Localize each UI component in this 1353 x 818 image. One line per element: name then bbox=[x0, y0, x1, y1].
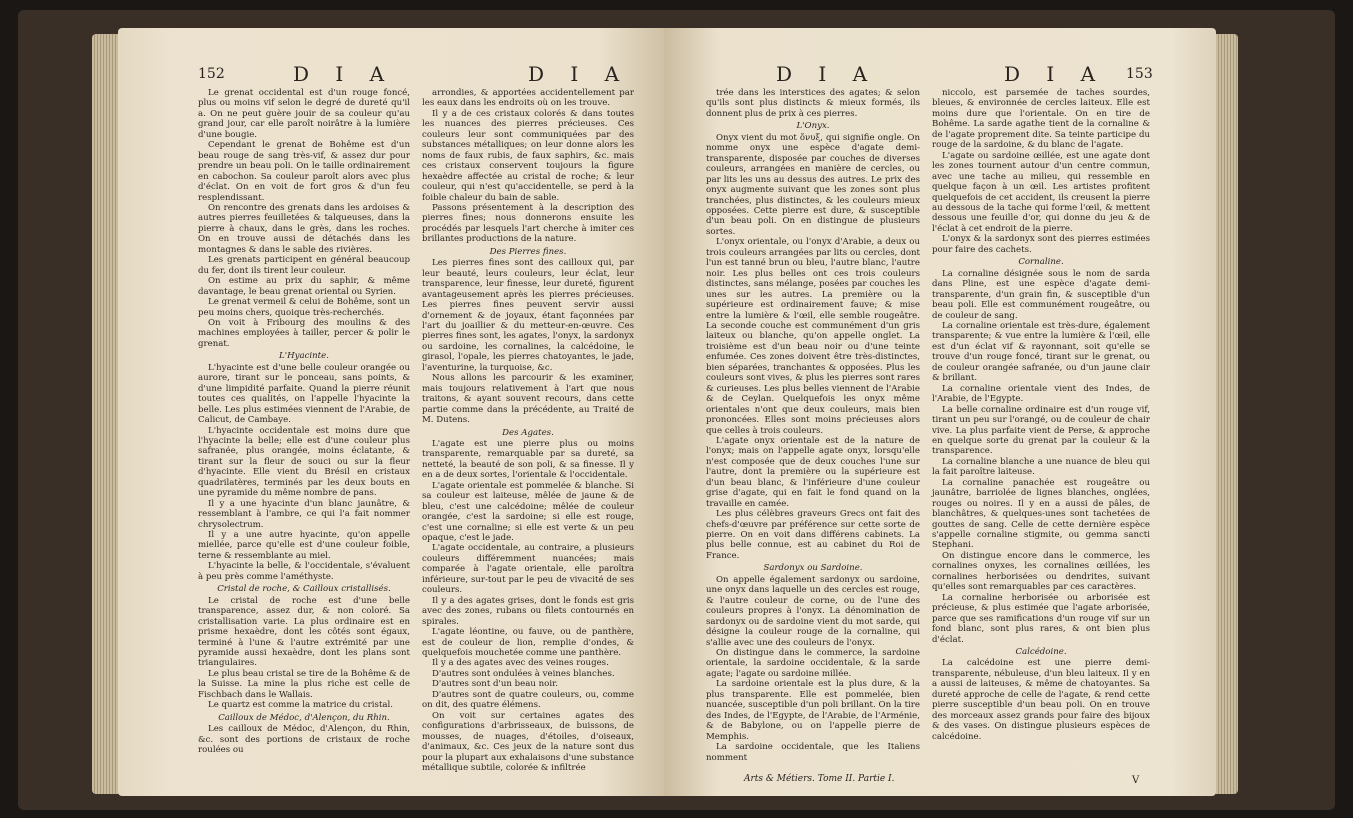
section-heading: Cornaline. bbox=[1018, 257, 1064, 268]
paragraph: Les grenats participent en général beaucoup du fer, dont ils tirent leur couleur. bbox=[198, 255, 410, 276]
paragraph: La sardoine occidentale, que les Italiens nomment bbox=[706, 742, 920, 763]
left-running-head: D I A bbox=[293, 62, 395, 86]
right-column-2 bbox=[932, 88, 1150, 766]
right-page-header bbox=[664, 62, 1216, 88]
paragraph: Il y a de ces cristaux colorés & dans toutes les nuances des pierres précieuses. Ces couleurs leur sont communiquées par des substances métalliques; on leur donne alors les noms de faux rubis, de faux saphirs, &c. mais ces cristaux conservent toujours la figure hexaèdre affectée au cristal de roche; & leur couleur, qui n'est qu'accidentelle, se perd à la foible chaleur du bain de sable. bbox=[422, 108, 634, 203]
paragraph: Les pierres fines sont des cailloux qui, par leur beauté, leurs couleurs, leur éclat, leur transparence, leur finesse, leur dureté, figurent avantageusement après les pierres précieuses. Les pierres fines peuvent servir aussi d'ornement & de joyaux, étant façonnées par l'art du joaillier & du metteur-en-œuvre. Ces pierres fines sont, les agates, l'onyx, la sardonyx ou sardoine, les cornalines, la calcédoine, le girasol, l'opale, les pierres chatoyantes, le jade, l'aventurine, la turquoise, &c. bbox=[422, 258, 634, 373]
paragraph: Le grenat vermeil & celui de Bohême, sont un peu moins chers, quoique très-recherchés. bbox=[198, 297, 410, 318]
paragraph: La cornaline panachée est rougeâtre ou jaunâtre, barriolée de lignes blanches, onglées, rouges ou noires. Il y en a aussi de pâles, de blanchâtres, & quelques-unes sont tachetées de gouttes de sang. Celle de cette dernière espèce s'appelle cornaline stigmite, ou gemma sancti Stephani. bbox=[932, 477, 1150, 551]
paragraph: L'agate léontine, ou fauve, ou de panthère, est de couleur de lion, remplie d'ondes, & quelquefois mouchetée comme une panthère. bbox=[422, 627, 634, 659]
paragraph: D'autres sont ondulées à veines blanches. bbox=[432, 668, 615, 679]
paragraph: Passons présentement à la description des pierres fines; nous donnerons ensuite les procédés par lesquels l'art cherche à imiter ces brillantes productions de la nature. bbox=[422, 202, 634, 245]
section-heading: Cristal de roche, & Cailloux cristallisés. bbox=[217, 584, 391, 595]
paragraph: Le cristal de roche est d'une belle transparence, assez dur, & non coloré. Sa cristallisation varie. La plus ordinaire est en prisme hexaèdre, dont les côtés sont égaux, terminé à l'une & l'autre extrémité par une pyramide aussi hexaèdre, dont les plans sont triangulaires. bbox=[198, 595, 410, 669]
signature-mark: V bbox=[1132, 775, 1140, 786]
paragraph: On appelle également sardonyx ou sardoine, une onyx dans laquelle un des cercles est rouge, & l'autre couleur de corne, ou de l'une des couleurs propres à l'onyx. La dénomination de sardonyx ou de sardoine vient du mot sarde, qui désigne la couleur rouge de la cornaline, qui s'allie avec une des couleurs de l'onyx. bbox=[706, 574, 920, 648]
section-heading: L'Onyx. bbox=[796, 121, 830, 132]
paragraph: Cependant le grenat de Bohême est d'un beau rouge de sang très-vif, & assez dur pour prendre un beau poli. On le taille ordinairement en cabochon. Sa couleur paroît alors avec plus d'éclat. On en voit de fort gros & d'un feu resplendissant. bbox=[198, 140, 410, 203]
paragraph: L'agate est une pierre plus ou moins transparente, remarquable par sa dureté, sa netteté, la beauté de son poli, & sa finesse. Il y en a de deux sortes, l'orientale & l'occidentale. bbox=[422, 438, 634, 481]
paragraph: Il y a une hyacinte d'un blanc jaunâtre, & ressemblant à l'ambre, ce qui l'a fait nommer chrysolectrum. bbox=[198, 498, 410, 530]
paragraph: L'agate occidentale, au contraire, a plusieurs couleurs différemment nuancées; mais comparée à l'agate orientale, elle paroîtra inférieure, sur-tout par le peu de vivacité de ses couleurs. bbox=[422, 543, 634, 596]
paragraph: L'hyacinte occidentale est moins dure que l'hyacinte la belle; elle est d'une couleur plus safranée, plus orangée, moins éclatante, & tirant sur la fleur de souci ou sur la fleur d'hyacinte. Elle vient du Brésil en cristaux quadrilatères, terminés par les deux bouts en une pyramide du même nombre de pans. bbox=[198, 425, 410, 499]
section-heading: Calcédoine. bbox=[1015, 647, 1067, 658]
paragraph: L'onyx orientale, ou l'onyx d'Arabie, a deux ou trois couleurs arrangées par lits ou cercles, dont l'un est tanné brun ou bleu, l'autre blanc, l'autre noir. Les plus belles ont ces trois couleurs distinctes, sans mélange, posées par couches les unes sur les autres. La première ou la supérieure est ordinairement fauve; & mise entre la lumière & l'œil, elle semble rougeâtre. La seconde couche est communément d'un gris laiteux ou blanche, qu'on appelle onglet. La troisième est d'un beau noir ou d'une teinte enfumée. Ces zones doivent être très-distinctes, bien séparées, tranchantes & opposées. Plus les couleurs sont vives, & plus les pierres sont rares & curieuses. Les plus belles viennent de l'Arabie & de Ceylan. Quelquefois les onyx même orientales n'ont que deux couleurs, mais bien prononcées. Elles sont moins précieuses alors que celles à trois couleurs. bbox=[706, 237, 920, 436]
paragraph: Les plus célèbres graveurs Grecs ont fait des chefs-d'œuvre par préférence sur cette sorte de pierre. On en voit dans différens cabinets. La plus belle connue, est au cabinet du Roi de France. bbox=[706, 509, 920, 561]
left-column-1 bbox=[198, 88, 410, 766]
paragraph: Il y a une autre hyacinte, qu'on appelle miellée, parce qu'elle est d'une couleur foible, terne & ressemblante au miel. bbox=[198, 530, 410, 561]
paragraph: L'hyacinte la belle, & l'occidentale, s'évaluent à peu près comme l'améthyste. bbox=[198, 561, 410, 582]
paragraph: Le quartz est comme la matrice du cristal. bbox=[208, 700, 394, 711]
paragraph: On rencontre des grenats dans les ardoises & autres pierres feuilletées & talqueuses, dans la pierre à chaux, dans le grès, dans les roches. On en trouve aussi de détachés dans les montagnes & dans le sable des rivières. bbox=[198, 202, 410, 255]
paragraph: On voit sur certaines agates des configurations d'arbrisseaux, de buissons, de mousses, de nuages, d'étoiles, d'oiseaux, d'animaux, &c. Ces jeux de la nature sont dus pour la plupart aux exhalaisons d'une substance métallique subtile, colorée & infiltrée bbox=[422, 710, 634, 773]
paragraph: trée dans les interstices des agates; & selon qu'ils sont plus distincts & mieux formés, ils donnent plus de prix à ces pierres. bbox=[706, 88, 920, 119]
paragraph: Il y a des agates grises, dont le fonds est gris avec des zones, rubans ou filets contournés en spirales. bbox=[422, 595, 634, 627]
paragraph: L'agate orientale est pommelée & blanche. Si sa couleur est laiteuse, mêlée de jaune & de bleu, c'est une calcédoine; mêlée de couleur orangée, c'est la sardoine; si elle est rouge, c'est une cornaline; si elle est verte & un peu opaque, c'est le jade. bbox=[422, 480, 634, 544]
left-column-2 bbox=[422, 88, 634, 773]
left-page-header bbox=[118, 62, 664, 88]
section-heading: Cailloux de Médoc, d'Alençon, du Rhin. bbox=[218, 712, 390, 723]
paragraph: La cornaline blanche a une nuance de bleu qui la fait paroître laiteuse. bbox=[932, 456, 1150, 478]
paragraph: On distingue encore dans le commerce, les cornalines onyxes, les cornalines œillées, les cornalines herborisées ou dendrites, suivant qu'elles sont remarquables par ces caractères. bbox=[932, 550, 1150, 593]
paragraph: D'autres sont de quatre couleurs, ou, comme on dit, des quatre élémens. bbox=[422, 689, 634, 711]
left-page bbox=[118, 28, 664, 796]
paragraph: On voit à Fribourg des moulins & des machines employées à tailler, percer & polir le grenat. bbox=[198, 317, 410, 349]
paragraph: arrondies, & apportées accidentellement par les eaux dans les endroits où on les trouve. bbox=[422, 88, 634, 109]
paragraph: Il y a des agates avec des veines rouges. bbox=[432, 658, 609, 669]
right-running-head: D I A bbox=[776, 62, 878, 86]
section-heading: Des Pierres fines. bbox=[489, 246, 567, 257]
paragraph: Nous allons les parcourir & les examiner, mais toujours relativement à l'art que nous traitons, & ayant souvent recours, dans cette partie comme dans la précédente, au Traité de M. Dutens. bbox=[422, 373, 634, 426]
paragraph: La cornaline herborisée ou arborisée est précieuse, & plus estimée que l'agate arborisée, parce que ses ramifications d'un rouge vif sur un fond blanc, sont plus rares, & ont bien plus d'éclat. bbox=[932, 592, 1150, 645]
paragraph: La cornaline orientale est très-dure, également transparente; & vue entre la lumière & l'œil, elle est d'un éclat vif & rayonnant, soit qu'elle se trouve d'un rouge foncé, tirant sur le grenat, ou de couleur orangée safranée, ou d'un jaune clair & brillant. bbox=[932, 320, 1150, 384]
right-running-head-2: D I A bbox=[1004, 62, 1106, 86]
page-footer: Arts & Métiers. Tome II. Partie I. bbox=[744, 774, 895, 784]
right-column-1 bbox=[706, 88, 920, 766]
paragraph: L'agate ou sardoine œillée, est une agate dont les zones tournent autour d'un centre commun, avec une tache au milieu, qui ressemble en quelque façon à un œil. Les artistes profitent quelquefois de cet accident, ils creusent la pierre au dessous de la tache qui forme l'œil, & mettent dessous une feuille d'or, qui donne du jeu & de l'éclat à cet endroit de la pierre. bbox=[932, 150, 1150, 234]
paragraph: D'autres sont d'un beau noir. bbox=[432, 679, 558, 690]
paragraph: Onyx vient du mot ὄνυξ, qui signifie ongle. On nomme onyx une espèce d'agate demi-transparente, disposée par couches de diverses couleurs, arrangées en manière de cercles, ou par lits les uns au dessus des autres. Le prix des onyx augmente suivant que les zones sont plus tranchées, plus distinctes, & les couleurs mieux opposées. Cette pierre est dure, & susceptible d'un beau poli. On en distingue de plusieurs sortes. bbox=[706, 132, 920, 237]
paragraph: Le plus beau cristal se tire de la Bohême & de la Suisse. La mine la plus riche est celle de Fischbach dans le Wallais. bbox=[198, 668, 410, 700]
paragraph: La calcédoine est une pierre demi-transparente, nébuleuse, d'un bleu laiteux. Il y en a aussi de laiteuses, & même de chatoyantes. Sa dureté approche de celle de l'agate, & rend cette pierre susceptible d'un beau poli. On en trouve des morceaux assez grands pour faire des bijoux & des vases. On distingue plusieurs espèces de calcédoine. bbox=[932, 658, 1150, 742]
paragraph: niccolo, est parsemée de taches sourdes, bleues, & environnée de cercles laiteux. Elle est moins dure que l'orientale. On en tire de Bohême. La sarde agathe tient de la cornaline & de l'agate proprement dite. Sa teinte participe du rouge de la sardoine, & du blanc de l'agate. bbox=[932, 88, 1150, 151]
paragraph: La sardoine orientale est la plus dure, & la plus transparente. Elle est pommelée, bien nuancée, susceptible d'un poli brillant. On la tire des Indes, de l'Egypte, de l'Arabie, de l'Arménie, & de Babylone, ou on l'appelle pierre de Memphis. bbox=[706, 679, 920, 742]
paragraph: L'onyx & la sardonyx sont des pierres estimées pour faire des cachets. bbox=[932, 234, 1150, 255]
section-heading: L'Hyacinte. bbox=[279, 351, 329, 362]
paragraph: Les cailloux de Médoc, d'Alençon, du Rhin, &c. sont des portions de cristaux de roche roulées ou bbox=[198, 724, 410, 756]
section-heading: Des Agates. bbox=[502, 427, 554, 438]
right-page bbox=[664, 28, 1216, 796]
section-heading: Sardonyx ou Sardoine. bbox=[763, 563, 863, 574]
paragraph: La cornaline désignée sous le nom de sarda dans Pline, est une espèce d'agate demi-transparente, d'un grain fin, & susceptible d'un beau poli. Elle est communément rougeâtre, ou de couleur de sang. bbox=[932, 268, 1150, 321]
right-page-number: 153 bbox=[1126, 66, 1153, 82]
paragraph: La cornaline orientale vient des Indes, de l'Arabie, de l'Egypte. bbox=[932, 383, 1150, 405]
paragraph: L'hyacinte est d'une belle couleur orangée ou aurore, tirant sur le ponceau, sans points, & d'une limpidité parfaite. Quand la pierre réunit toutes ces qualités, on l'appelle l'hyacinte la belle. Les plus estimées viennent de l'Arabie, de Calicut, de Cambaye. bbox=[198, 362, 410, 426]
paragraph: On distingue dans le commerce, la sardoine orientale, la sardoine occidentale, & la sarde agate; l'agate ou sardoine millée. bbox=[706, 648, 920, 679]
left-running-head-2: D I A bbox=[528, 62, 630, 86]
paragraph: On estime au prix du saphir, & même davantage, le beau grenat oriental ou Syrien. bbox=[198, 276, 410, 297]
left-page-number: 152 bbox=[198, 66, 225, 82]
paragraph: Le grenat occidental est d'un rouge foncé, plus ou moins vif selon le degré de dureté qu'il a. On ne peut guère jouir de sa couleur qu'au grand jour, car elle paroît noirâtre à la lumière d'une bougie. bbox=[198, 88, 410, 140]
paragraph: L'agate onyx orientale est de la nature de l'onyx; mais on l'appelle agate onyx, lorsqu'elle n'est composée que de deux couches l'une sur l'autre, dont la première ou la supérieure est d'un beau blanc, & l'inférieure d'une couleur grise d'agate, qui en fait le fond quand on la travaille en camée. bbox=[706, 435, 920, 509]
paragraph: La belle cornaline ordinaire est d'un rouge vif, tirant un peu sur l'orangé, ou de couleur de chair vive. La plus parfaite vient de Perse, & approche en quelque sorte du grenat par la couleur & la transparence. bbox=[932, 404, 1150, 457]
